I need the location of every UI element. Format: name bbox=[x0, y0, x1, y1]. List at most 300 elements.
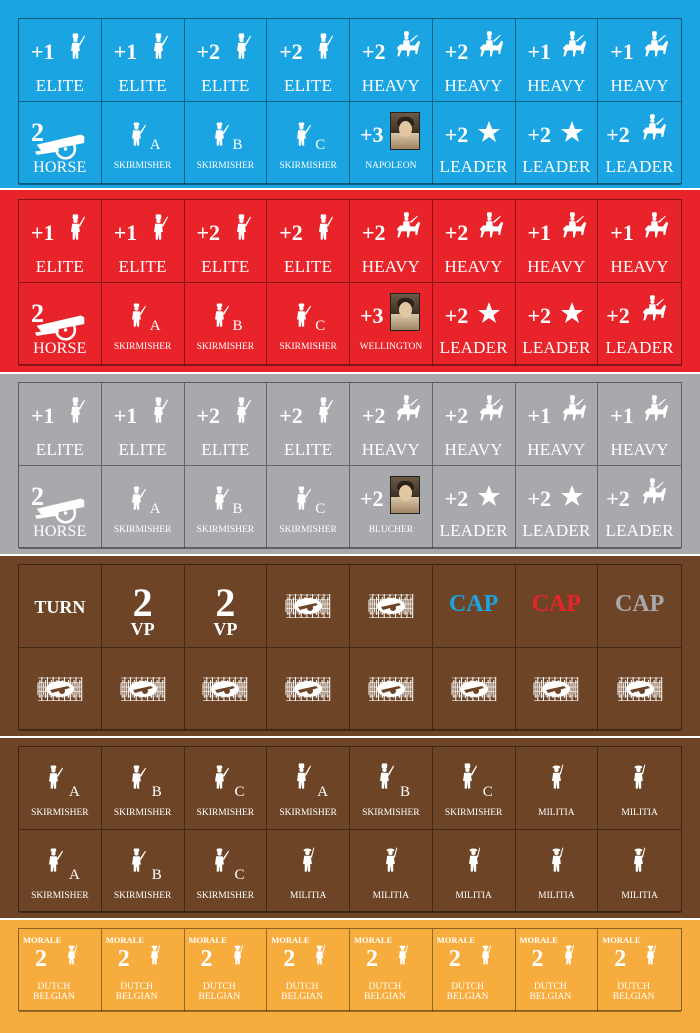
counter-leader[interactable] bbox=[433, 102, 516, 185]
skirmisher-icon bbox=[126, 297, 148, 331]
skirmisher-icon bbox=[291, 480, 313, 514]
counter-value: +2 bbox=[196, 220, 221, 245]
cavalry-icon-wrap bbox=[640, 393, 670, 430]
morale-nation-1: DUTCH bbox=[534, 982, 567, 992]
counter-heavy[interactable] bbox=[350, 383, 433, 466]
skirmisher-icon-wrap bbox=[209, 297, 231, 336]
explosion-cannon-icon bbox=[284, 589, 332, 623]
counter-horse-artillery[interactable] bbox=[19, 102, 102, 185]
cavalry-icon-wrap bbox=[558, 210, 588, 247]
cap-label: CAP bbox=[614, 591, 665, 617]
counter-militia[interactable] bbox=[516, 747, 599, 830]
grey-army-counter-sheet bbox=[18, 382, 682, 548]
cavalry-icon bbox=[640, 393, 670, 425]
counter-leader-cavalry[interactable] bbox=[598, 102, 681, 185]
counter-value: +2 bbox=[360, 486, 384, 511]
star-icon-wrap bbox=[560, 484, 584, 513]
counter-value: +2 bbox=[606, 486, 630, 511]
morale-number: 2 bbox=[448, 946, 461, 972]
counter-label: HEAVY bbox=[610, 76, 669, 95]
cavalry-icon-wrap bbox=[638, 112, 668, 149]
counter-elite[interactable] bbox=[102, 19, 185, 102]
explosion-cannon-icon bbox=[367, 672, 415, 706]
morale-nation-2: BELGIAN bbox=[612, 992, 655, 1002]
counter-bombardment[interactable] bbox=[598, 648, 681, 731]
counter-heavy[interactable] bbox=[516, 19, 599, 102]
morale-nation-2: BELGIAN bbox=[198, 992, 241, 1002]
counter-morale[interactable] bbox=[102, 929, 185, 1012]
star-icon bbox=[477, 301, 501, 325]
militia-icon-wrap bbox=[463, 842, 485, 881]
skirmisher-icon-wrap bbox=[43, 842, 65, 881]
cavalry-icon bbox=[640, 29, 670, 61]
counter-label: SKIRMISHER bbox=[196, 161, 255, 171]
counter-skirmisher[interactable] bbox=[102, 102, 185, 185]
cavalry-icon bbox=[475, 210, 505, 242]
counter-elite[interactable] bbox=[102, 200, 185, 283]
infantry-icon bbox=[231, 29, 253, 63]
cavalry-icon-wrap bbox=[392, 210, 422, 247]
counter-cap[interactable] bbox=[516, 565, 599, 648]
militia-icon-wrap bbox=[546, 759, 568, 798]
counter-value: +2 bbox=[362, 403, 386, 428]
explosion-cannon-icon-wrap bbox=[532, 672, 580, 706]
counter-skirmisher[interactable] bbox=[102, 747, 185, 830]
morale-nation-1: DUTCH bbox=[120, 982, 153, 992]
cavalry-icon-wrap bbox=[640, 29, 670, 66]
infantry-icon-wrap bbox=[148, 29, 170, 68]
counter-leader[interactable] bbox=[516, 102, 599, 185]
counter-skirmisher[interactable] bbox=[350, 747, 433, 830]
counter-heavy[interactable] bbox=[598, 19, 681, 102]
explosion-cannon-icon-wrap bbox=[367, 589, 415, 623]
counter-label: SKIRMISHER bbox=[196, 891, 255, 901]
infantry-icon-wrap bbox=[231, 210, 253, 249]
infantry-icon bbox=[313, 210, 335, 244]
counter-elite[interactable] bbox=[19, 383, 102, 466]
skirmisher-icon bbox=[126, 480, 148, 514]
counter-militia[interactable] bbox=[598, 830, 681, 913]
counter-label: SKIRMISHER bbox=[279, 525, 337, 535]
counter-label: HEAVY bbox=[527, 440, 586, 459]
explosion-cannon-icon-wrap bbox=[201, 672, 249, 706]
explosion-cannon-icon-wrap bbox=[616, 672, 664, 706]
counter-commander[interactable] bbox=[350, 466, 433, 549]
militia-icon-wrap bbox=[229, 939, 247, 974]
skirmisher-icon bbox=[209, 480, 231, 514]
explosion-cannon-icon bbox=[616, 672, 664, 706]
infantry-icon bbox=[231, 210, 253, 244]
counter-label: SKIRMISHER bbox=[31, 808, 89, 818]
militia-icon-wrap bbox=[560, 939, 578, 974]
counter-label: SKIRMISHER bbox=[362, 808, 420, 818]
counter-commander[interactable] bbox=[350, 102, 433, 185]
militia-icon bbox=[63, 939, 81, 969]
counter-value: +1 bbox=[31, 403, 55, 428]
counter-value: +2 bbox=[279, 39, 303, 64]
explosion-cannon-icon bbox=[201, 672, 249, 706]
infantry-icon-wrap bbox=[148, 393, 170, 432]
skirmisher-icon-wrap bbox=[126, 480, 148, 519]
cavalry-icon-wrap bbox=[640, 210, 670, 247]
explosion-cannon-icon-wrap bbox=[119, 672, 167, 706]
counter-value: +2 bbox=[279, 403, 303, 428]
counter-label: SKIRMISHER bbox=[279, 161, 337, 171]
counter-skirmisher[interactable] bbox=[19, 747, 102, 830]
morale-title: MORALE bbox=[188, 935, 227, 945]
morale-title: MORALE bbox=[23, 935, 62, 945]
morale-title: MORALE bbox=[436, 935, 475, 945]
counter-value: +1 bbox=[610, 403, 634, 428]
counter-label: MILITIA bbox=[372, 891, 410, 901]
counter-morale[interactable] bbox=[598, 929, 681, 1012]
counter-militia[interactable] bbox=[433, 830, 516, 913]
skirmisher-letter: A bbox=[149, 137, 161, 153]
infantry-icon bbox=[231, 393, 253, 427]
skirmisher-letter: A bbox=[69, 867, 80, 883]
explosion-cannon-icon bbox=[367, 589, 415, 623]
counter-morale[interactable] bbox=[267, 929, 350, 1012]
cavalry-icon-wrap bbox=[638, 293, 668, 330]
cavalry-icon-wrap bbox=[558, 29, 588, 66]
counter-label: ELITE bbox=[284, 440, 333, 459]
counter-label: LEADER bbox=[522, 521, 591, 540]
morale-nation-1: DUTCH bbox=[285, 982, 319, 992]
counter-heavy[interactable] bbox=[350, 19, 433, 102]
explosion-cannon-icon bbox=[284, 672, 332, 706]
skirmisher-letter: C bbox=[234, 784, 245, 800]
star-icon-wrap bbox=[477, 484, 501, 513]
counter-label: HEAVY bbox=[610, 440, 669, 459]
red-army-counter-sheet bbox=[18, 199, 682, 365]
counter-label: MILITIA bbox=[538, 891, 575, 901]
morale-number: 2 bbox=[531, 946, 544, 972]
counter-elite[interactable] bbox=[19, 19, 102, 102]
counter-heavy[interactable] bbox=[598, 383, 681, 466]
counter-label: HEAVY bbox=[527, 257, 586, 276]
counter-label: SKIRMISHER bbox=[196, 525, 255, 535]
counter-cap[interactable] bbox=[433, 565, 516, 648]
militia-icon-wrap bbox=[546, 842, 568, 881]
counter-skirmisher[interactable] bbox=[185, 747, 268, 830]
counter-bombardment[interactable] bbox=[19, 648, 102, 731]
counter-morale[interactable] bbox=[19, 929, 102, 1012]
militia-icon bbox=[380, 842, 402, 876]
blue-army-counter-sheet bbox=[18, 18, 682, 184]
infantry-icon-wrap bbox=[313, 393, 335, 432]
counter-value: +3 bbox=[360, 303, 384, 328]
counter-heavy[interactable] bbox=[516, 200, 599, 283]
counter-label: HEAVY bbox=[527, 76, 586, 95]
counter-value: +2 bbox=[444, 39, 469, 64]
counter-militia[interactable] bbox=[598, 747, 681, 830]
counter-skirmisher[interactable] bbox=[267, 747, 350, 830]
counter-label: HEAVY bbox=[444, 76, 503, 95]
explosion-cannon-icon bbox=[532, 672, 580, 706]
counter-elite[interactable] bbox=[185, 19, 268, 102]
infantry-icon-wrap bbox=[313, 29, 335, 68]
counter-leader[interactable] bbox=[516, 283, 599, 366]
infantry-icon-wrap bbox=[65, 29, 87, 68]
skirmisher-letter: C bbox=[234, 867, 245, 883]
counter-value: +2 bbox=[444, 122, 469, 147]
morale-nation-2: BELGIAN bbox=[281, 992, 323, 1002]
counter-heavy[interactable] bbox=[433, 19, 516, 102]
counter-elite[interactable] bbox=[267, 383, 350, 466]
skirmisher-icon bbox=[43, 759, 65, 793]
counter-label: ELITE bbox=[284, 76, 333, 95]
skirmisher-letter: A bbox=[69, 784, 80, 800]
counter-bombardment[interactable] bbox=[102, 648, 185, 731]
counter-skirmisher[interactable] bbox=[433, 747, 516, 830]
counter-label: MILITIA bbox=[289, 891, 327, 901]
counter-label: HEAVY bbox=[361, 76, 421, 95]
militia-icon-wrap bbox=[628, 842, 650, 881]
cap-label: CAP bbox=[448, 591, 499, 617]
skirmisher-icon bbox=[209, 842, 231, 876]
skirmisher-letter: B bbox=[232, 318, 243, 334]
cavalry-icon bbox=[638, 112, 668, 144]
counter-label: MILITIA bbox=[538, 808, 575, 818]
morale-number: 2 bbox=[614, 946, 627, 972]
skirmisher-letter: B bbox=[151, 784, 162, 800]
counter-skirmisher[interactable] bbox=[267, 283, 350, 366]
cannon-icon bbox=[33, 490, 93, 524]
cap-label: CAP bbox=[531, 591, 582, 617]
militia-icon bbox=[229, 939, 247, 969]
counter-morale[interactable] bbox=[350, 929, 433, 1012]
counter-value: +1 bbox=[527, 403, 552, 428]
counter-elite[interactable] bbox=[185, 200, 268, 283]
counter-skirmisher[interactable] bbox=[102, 283, 185, 366]
counter-skirmisher[interactable] bbox=[185, 283, 268, 366]
skirmisher-icon-wrap bbox=[291, 297, 313, 336]
counter-value: 2 bbox=[31, 299, 44, 328]
cavalry-icon bbox=[392, 29, 422, 61]
counter-label: HORSE bbox=[33, 523, 87, 540]
star-icon bbox=[477, 120, 501, 144]
vp-label: VP bbox=[213, 619, 238, 639]
counter-value: +2 bbox=[444, 303, 469, 328]
counter-elite[interactable] bbox=[185, 383, 268, 466]
counter-commander[interactable] bbox=[350, 283, 433, 366]
militia-icon bbox=[628, 759, 650, 793]
militia-icon bbox=[146, 939, 164, 969]
counter-turn[interactable] bbox=[19, 565, 102, 648]
counter-label: SKIRMISHER bbox=[31, 891, 89, 901]
counter-value: +1 bbox=[527, 39, 552, 64]
counter-heavy[interactable] bbox=[350, 200, 433, 283]
star-icon-wrap bbox=[477, 120, 501, 149]
counter-horse-artillery[interactable] bbox=[19, 466, 102, 549]
morale-title: MORALE bbox=[519, 935, 558, 945]
morale-nation-1: DUTCH bbox=[451, 982, 484, 992]
counter-elite[interactable] bbox=[19, 200, 102, 283]
counter-label: SKIRMISHER bbox=[196, 342, 255, 352]
counter-militia[interactable] bbox=[267, 830, 350, 913]
skirmisher-letter: A bbox=[149, 318, 161, 334]
skirmisher-letter: B bbox=[400, 784, 411, 800]
counter-bombardment[interactable] bbox=[350, 648, 433, 731]
militia-icon-wrap bbox=[311, 939, 329, 974]
skirmisher-icon-wrap bbox=[209, 842, 231, 881]
counter-leader[interactable] bbox=[433, 283, 516, 366]
infantry-icon-wrap bbox=[65, 393, 87, 432]
counter-elite[interactable] bbox=[267, 19, 350, 102]
counter-label: ELITE bbox=[35, 257, 84, 276]
counter-skirmisher[interactable] bbox=[19, 830, 102, 913]
counter-skirmisher[interactable] bbox=[185, 102, 268, 185]
counter-leader[interactable] bbox=[516, 466, 599, 549]
counter-bombardment[interactable] bbox=[350, 565, 433, 648]
counter-label: LEADER bbox=[439, 157, 508, 176]
counter-skirmisher[interactable] bbox=[267, 102, 350, 185]
counter-skirmisher[interactable] bbox=[102, 466, 185, 549]
star-icon bbox=[560, 120, 584, 144]
skirmisher-icon-wrap bbox=[43, 759, 65, 798]
counter-bombardment[interactable] bbox=[267, 565, 350, 648]
counter-value: +2 bbox=[444, 220, 469, 245]
counter-militia[interactable] bbox=[516, 830, 599, 913]
militia-icon bbox=[463, 842, 485, 876]
counter-value: 2 bbox=[31, 482, 44, 511]
cavalry-icon bbox=[558, 210, 588, 242]
counter-value: +1 bbox=[610, 39, 634, 64]
counter-label: ELITE bbox=[201, 440, 250, 459]
morale-nation-1: DUTCH bbox=[617, 982, 650, 992]
infantry-icon bbox=[313, 29, 335, 63]
militia-icon bbox=[546, 842, 568, 876]
cavalry-icon-wrap bbox=[392, 393, 422, 430]
counter-label: ELITE bbox=[35, 440, 84, 459]
cavalry-icon bbox=[392, 210, 422, 242]
counter-morale[interactable] bbox=[516, 929, 599, 1012]
counter-bombardment[interactable] bbox=[185, 648, 268, 731]
skirmisher-letter: B bbox=[151, 867, 162, 883]
counter-skirmisher[interactable] bbox=[267, 466, 350, 549]
counter-victory-points[interactable] bbox=[185, 565, 268, 648]
counter-label: HORSE bbox=[33, 159, 87, 176]
skirmisher-letter: C bbox=[315, 137, 326, 153]
counter-label: HEAVY bbox=[444, 440, 503, 459]
counter-skirmisher[interactable] bbox=[185, 466, 268, 549]
counter-skirmisher[interactable] bbox=[102, 830, 185, 913]
counter-cap[interactable] bbox=[598, 565, 681, 648]
skirmisher-icon bbox=[126, 116, 148, 150]
counter-label: ELITE bbox=[284, 257, 333, 276]
infantry-icon-wrap bbox=[313, 210, 335, 249]
infantry-icon-wrap bbox=[65, 210, 87, 249]
napoleon-portrait bbox=[390, 112, 420, 150]
skirmisher-icon-wrap bbox=[209, 759, 231, 798]
star-icon-wrap bbox=[560, 301, 584, 330]
counter-value: +2 bbox=[527, 486, 552, 511]
morale-nation-1: DUTCH bbox=[368, 982, 402, 992]
morale-title: MORALE bbox=[271, 935, 310, 945]
counter-label: LEADER bbox=[439, 338, 508, 357]
counter-leader-cavalry[interactable] bbox=[598, 283, 681, 366]
counter-label: HORSE bbox=[33, 340, 87, 357]
skirmisher-icon bbox=[126, 759, 148, 793]
militia-icon bbox=[311, 939, 329, 969]
skirmisher-letter: C bbox=[315, 318, 326, 334]
counter-heavy[interactable] bbox=[598, 200, 681, 283]
counter-heavy[interactable] bbox=[516, 383, 599, 466]
counter-value: 2 bbox=[31, 118, 44, 147]
morale-title: MORALE bbox=[105, 935, 144, 945]
counter-label: LEADER bbox=[605, 521, 674, 540]
militia-icon-wrap bbox=[477, 939, 495, 974]
explosion-cannon-icon-wrap bbox=[450, 672, 498, 706]
cavalry-icon-wrap bbox=[475, 29, 505, 66]
explosion-cannon-icon-wrap bbox=[284, 672, 332, 706]
counter-label: SKIRMISHER bbox=[279, 808, 337, 818]
vp-label: VP bbox=[130, 619, 155, 639]
skirmisher-letter: C bbox=[482, 784, 493, 800]
morale-nation-2: BELGIAN bbox=[529, 992, 572, 1002]
skirmisher-icon-wrap bbox=[209, 116, 231, 155]
counter-label: MILITIA bbox=[621, 808, 658, 818]
counter-value: +2 bbox=[606, 122, 630, 147]
tall-skirmisher-icon bbox=[457, 759, 479, 793]
morale-nation-1: DUTCH bbox=[203, 982, 236, 992]
cavalry-icon-wrap bbox=[475, 210, 505, 247]
morale-number: 2 bbox=[366, 946, 378, 972]
infantry-icon bbox=[313, 393, 335, 427]
counter-bombardment[interactable] bbox=[433, 648, 516, 731]
explosion-cannon-icon bbox=[450, 672, 498, 706]
morale-nation-1: DUTCH bbox=[37, 982, 71, 992]
star-icon bbox=[560, 484, 584, 508]
counter-label: ELITE bbox=[35, 76, 84, 95]
explosion-cannon-icon-wrap bbox=[367, 672, 415, 706]
counter-militia[interactable] bbox=[350, 830, 433, 913]
explosion-cannon-icon-wrap bbox=[36, 672, 84, 706]
star-icon bbox=[560, 301, 584, 325]
counter-elite[interactable] bbox=[267, 200, 350, 283]
counter-morale[interactable] bbox=[433, 929, 516, 1012]
morale-counter-sheet bbox=[18, 928, 682, 1011]
skirmisher-icon bbox=[43, 842, 65, 876]
counter-morale[interactable] bbox=[185, 929, 268, 1012]
counter-label: NAPOLEON bbox=[365, 161, 417, 171]
counter-leader-cavalry[interactable] bbox=[598, 466, 681, 549]
counter-value: +2 bbox=[444, 486, 469, 511]
counter-heavy[interactable] bbox=[433, 200, 516, 283]
counter-value: +2 bbox=[196, 403, 221, 428]
infantry-icon bbox=[65, 210, 87, 244]
counter-elite[interactable] bbox=[102, 383, 185, 466]
counter-label: LEADER bbox=[605, 157, 674, 176]
explosion-cannon-icon-wrap bbox=[284, 589, 332, 623]
counter-bombardment[interactable] bbox=[267, 648, 350, 731]
turn-label: TURN bbox=[34, 597, 86, 617]
counter-skirmisher[interactable] bbox=[185, 830, 268, 913]
counter-label: HEAVY bbox=[361, 440, 421, 459]
morale-nation-2: BELGIAN bbox=[364, 992, 406, 1002]
skirmisher-letter: B bbox=[232, 137, 243, 153]
counter-bombardment[interactable] bbox=[516, 648, 599, 731]
counter-heavy[interactable] bbox=[433, 383, 516, 466]
explosion-cannon-icon bbox=[36, 672, 84, 706]
tall-skirmisher-icon bbox=[291, 759, 313, 793]
counter-label: SKIRMISHER bbox=[113, 808, 172, 818]
explosion-cannon-icon bbox=[119, 672, 167, 706]
counter-victory-points[interactable] bbox=[102, 565, 185, 648]
vp-number: 2 bbox=[215, 580, 236, 625]
counter-leader[interactable] bbox=[433, 466, 516, 549]
counter-horse-artillery[interactable] bbox=[19, 283, 102, 366]
